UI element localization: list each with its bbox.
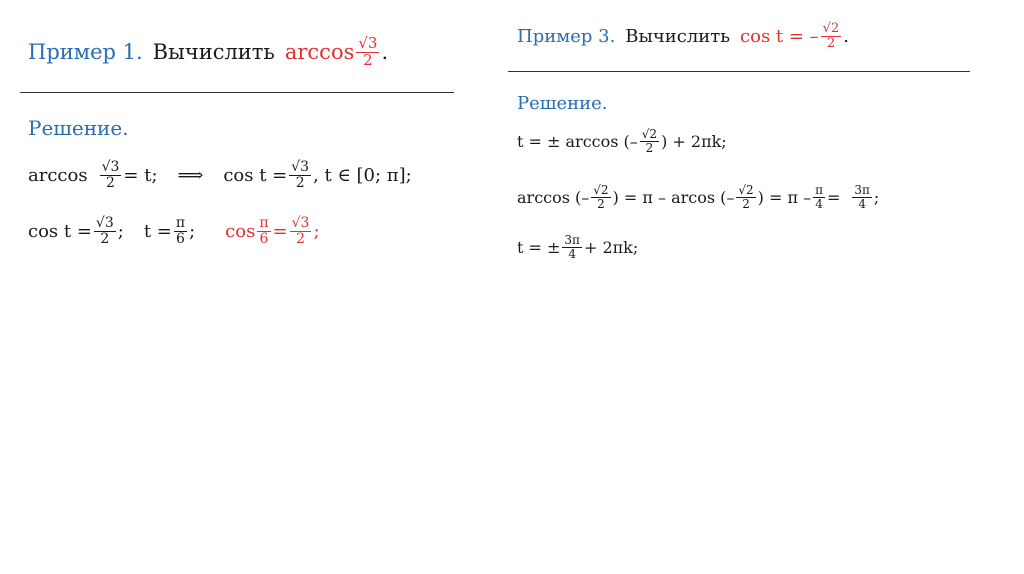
math-fraction	[562, 234, 582, 260]
math-text: arccos	[28, 164, 88, 186]
example1-fn: arccos	[284, 40, 355, 65]
fraction-numerator: √3	[291, 159, 310, 175]
example3-line2	[517, 184, 879, 210]
fraction-denominator: 2	[742, 196, 750, 211]
math-fraction	[174, 216, 187, 246]
math-text: ) + 2πk;	[661, 131, 727, 151]
math-text: , t ∈ [0; π];	[313, 164, 412, 186]
fraction-numerator: √3	[101, 159, 120, 175]
math-fraction	[94, 216, 116, 246]
fraction-denominator: 6	[176, 230, 185, 247]
example3-label: Пример 3.	[517, 25, 616, 47]
fraction-numerator: √2	[641, 127, 658, 141]
math-text: ;	[189, 220, 196, 242]
example1-title	[28, 36, 388, 69]
math-text: cos t =	[223, 164, 288, 186]
fraction-numerator: √3	[358, 34, 378, 52]
fraction-numerator: 3π	[564, 233, 580, 247]
example3-divider	[508, 71, 970, 72]
example1-end: .	[381, 40, 389, 65]
implies-arrow: ⟹	[177, 164, 204, 186]
fraction-denominator: 2	[645, 140, 654, 155]
fraction-numerator: π	[815, 183, 823, 197]
example1-label: Пример 1.	[28, 40, 143, 65]
math-text: arccos (–	[517, 187, 590, 207]
fraction-denominator: 2	[296, 230, 305, 247]
fraction-numerator: √2	[593, 183, 609, 197]
example1-line1	[28, 160, 412, 190]
math-text: cos	[225, 220, 256, 242]
math-text: ;	[117, 220, 124, 242]
math-text: t = ±	[517, 237, 561, 257]
highlighted-result	[225, 216, 319, 246]
example1-divider	[20, 92, 454, 93]
math-fraction	[290, 216, 312, 246]
fraction-denominator: 2	[100, 230, 110, 247]
example3-line1	[517, 128, 727, 154]
math-text: t =	[143, 220, 172, 242]
math-text: t = ± arccos (–	[517, 131, 638, 151]
math-text: =	[826, 187, 841, 207]
math-text: cos t =	[28, 220, 92, 242]
fraction-numerator: π	[175, 215, 186, 231]
fraction-denominator: 2	[363, 50, 373, 69]
math-fraction	[852, 184, 872, 210]
math-fraction	[813, 184, 825, 210]
fraction-denominator: 4	[568, 246, 576, 261]
fraction-denominator: 2	[106, 174, 115, 191]
fraction-numerator: √2	[738, 183, 754, 197]
fraction-denominator: 2	[295, 174, 305, 191]
math-text: ) = π – arcos (–	[612, 187, 735, 207]
example3-fraction	[821, 22, 842, 50]
example3-line3	[517, 234, 638, 260]
example1-solution-label: Решение.	[28, 116, 129, 140]
fraction-denominator: 4	[815, 196, 823, 211]
math-text: ;	[873, 187, 880, 207]
fraction-numerator: 3π	[854, 183, 870, 197]
example3-verb: Вычислить	[625, 25, 731, 47]
fraction-numerator: √2	[822, 21, 840, 36]
example1-verb: Вычислить	[152, 40, 275, 65]
math-fraction	[640, 128, 659, 154]
example3-solution-label: Решение.	[517, 93, 608, 114]
example3-title	[517, 22, 849, 50]
math-fraction	[591, 184, 610, 210]
example1-fraction	[356, 36, 379, 69]
math-text: =	[272, 220, 288, 242]
fraction-numerator: π	[259, 215, 269, 231]
fraction-numerator: √3	[291, 215, 310, 231]
example1-line2	[28, 216, 320, 246]
example3-end: .	[843, 25, 849, 47]
math-text: = t;	[123, 164, 158, 186]
fraction-denominator: 4	[858, 196, 866, 211]
math-text: ) = π –	[757, 187, 812, 207]
example3-expr: cos t = –	[740, 25, 819, 47]
fraction-denominator: 2	[826, 35, 836, 51]
math-fraction	[257, 216, 270, 246]
fraction-denominator: 2	[597, 196, 605, 211]
fraction-numerator: √3	[95, 215, 114, 231]
math-fraction	[289, 160, 311, 190]
math-fraction	[100, 160, 122, 190]
math-text: + 2πk;	[583, 237, 639, 257]
math-fraction	[736, 184, 755, 210]
math-text: ;	[313, 220, 320, 242]
fraction-denominator: 6	[259, 230, 269, 247]
